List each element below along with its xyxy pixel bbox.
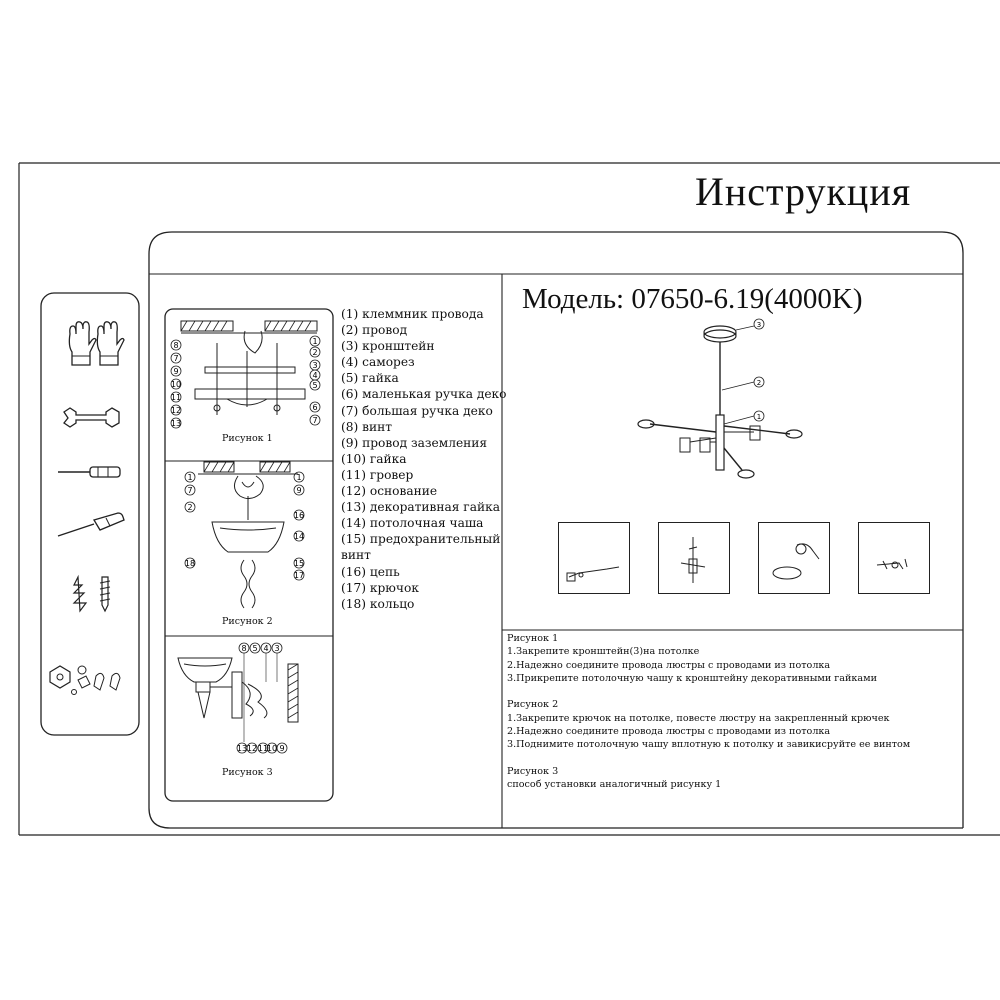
instruction-line — [507, 685, 910, 698]
instruction-line: 3.Прикрепите потолочную чашу к кронштейну декоративными гайками — [507, 672, 877, 684]
model-number: Модель: 07650-6.19(4000K) — [522, 283, 863, 315]
chandelier-drawing — [630, 320, 830, 490]
instruction-line: 1.Закрепите крючок на потолке, повесте люстру на закрепленный крючек — [507, 712, 890, 724]
svg-text:10: 10 — [266, 744, 278, 753]
fig1-callout: 10 — [170, 380, 182, 389]
instructions — [507, 632, 910, 792]
parts-item: (1) клеммник провода — [341, 307, 484, 321]
parts-item: (13) декоративная гайка — [341, 500, 500, 515]
svg-text:15: 15 — [293, 559, 305, 568]
svg-text:2: 2 — [312, 348, 318, 357]
instruction-line: 2.Надежно соедините провода люстры с проводами из потолка — [507, 659, 831, 671]
step-thumbnail-4 — [858, 522, 930, 594]
svg-text:3: 3 — [312, 361, 318, 370]
svg-text:8: 8 — [241, 644, 247, 653]
svg-text:7: 7 — [312, 416, 318, 425]
svg-text:1: 1 — [312, 337, 318, 346]
parts-item: (8) винт — [341, 419, 392, 434]
parts-item: (18) кольцо — [341, 596, 415, 611]
svg-text:4: 4 — [263, 644, 269, 653]
svg-text:6: 6 — [312, 403, 318, 412]
fig1-callout: 7 — [173, 354, 179, 363]
svg-text:2: 2 — [187, 503, 193, 512]
svg-text:16: 16 — [293, 511, 305, 520]
svg-text:12: 12 — [246, 744, 258, 753]
instruction-line: Рисунок 1 — [507, 633, 559, 644]
svg-text:4: 4 — [312, 371, 318, 380]
svg-text:3: 3 — [274, 644, 280, 653]
parts-item: (14) потолочная чаша — [341, 516, 484, 531]
svg-text:14: 14 — [293, 532, 305, 541]
figure-3-caption: Рисунок 3 — [222, 767, 273, 778]
svg-text:13: 13 — [236, 744, 248, 753]
parts-item: (12) основание — [341, 484, 438, 499]
svg-text:1: 1 — [296, 473, 302, 482]
step-thumbnail-2 — [658, 522, 730, 594]
svg-text:5: 5 — [312, 381, 318, 390]
svg-text:9: 9 — [279, 744, 285, 753]
parts-item: (7) большая ручка деко — [341, 403, 493, 418]
fig1-callout: 9 — [173, 367, 179, 376]
svg-text:17: 17 — [293, 571, 305, 580]
instruction-line: 2.Надежно соедините провода люстры с проводами из потолка — [507, 726, 831, 738]
anchor-screw-icon — [70, 575, 120, 615]
svg-text:7: 7 — [187, 486, 193, 495]
parts-item: (9) провод заземления — [341, 435, 488, 450]
figure-1-caption: Рисунок 1 — [222, 433, 273, 444]
gloves-icon — [64, 320, 124, 370]
fig1-callout: 12 — [170, 406, 182, 415]
svg-text:9: 9 — [296, 486, 302, 495]
lamp-callout: 2 — [756, 379, 762, 387]
fig1-callout: 8 — [173, 341, 179, 350]
parts-item: (16) цепь — [341, 564, 400, 579]
instruction-line: Рисунок 3 — [507, 765, 559, 777]
parts-list — [341, 306, 507, 612]
parts-item: (17) крючок — [341, 580, 419, 595]
page-title: Инструкция — [695, 169, 912, 214]
parts-item: (2) провод — [341, 323, 408, 338]
lamp-callout: 1 — [756, 413, 762, 421]
parts-item: (15) предохранительный — [341, 532, 501, 547]
fig1-callout: 13 — [170, 419, 182, 428]
svg-text:11: 11 — [257, 744, 269, 753]
parts-item: винт — [341, 548, 371, 563]
wrench-icon — [62, 406, 122, 430]
parts-item: (11) гровер — [341, 467, 414, 482]
parts-item: (6) маленькая ручка деко — [341, 387, 507, 402]
parts-item: (10) гайка — [341, 451, 407, 466]
svg-text:18: 18 — [184, 559, 196, 568]
step-thumbnail-3 — [758, 522, 830, 594]
flat-screwdriver-icon — [56, 462, 126, 482]
svg-text:1: 1 — [187, 473, 193, 482]
svg-text:5: 5 — [252, 644, 258, 653]
instruction-line: 3.Поднимите потолочную чашу вплотную к потолку и завикисруйте ее винтом — [507, 739, 911, 751]
parts-item: (5) гайка — [341, 371, 399, 386]
instruction-line: Рисунок 2 — [507, 699, 559, 711]
figure-2-caption: Рисунок 2 — [222, 616, 273, 627]
step-thumbnail-1 — [558, 522, 630, 594]
phillips-screwdriver-icon — [56, 512, 126, 542]
lamp-callout: 3 — [756, 321, 762, 329]
instruction-line — [507, 752, 910, 765]
fig1-callout: 11 — [170, 393, 182, 402]
instruction-line: 1.Закрепите кронштейн(3)на потолке — [507, 646, 700, 658]
instruction-line: способ установки аналогичный рисунку 1 — [507, 779, 722, 791]
parts-item: (3) кронштейн — [341, 339, 435, 354]
parts-item: (4) саморез — [341, 355, 415, 370]
terminal-block-icon — [46, 660, 136, 700]
